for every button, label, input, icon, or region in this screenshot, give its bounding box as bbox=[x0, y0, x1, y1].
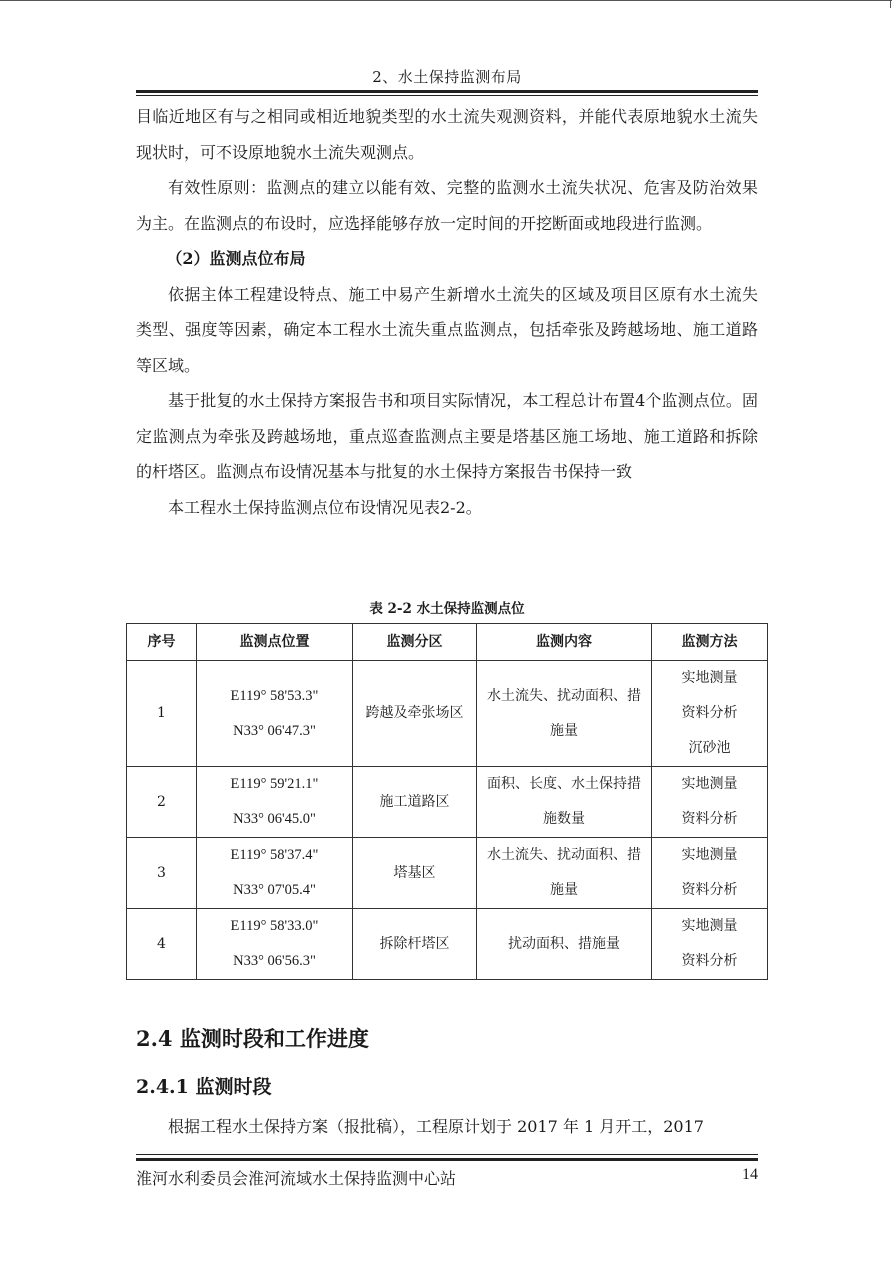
footer-organization: 淮河水利委员会淮河流域水土保持监测中心站 bbox=[136, 1169, 457, 1188]
coord-e: E119° 59'21.1" bbox=[230, 776, 319, 792]
col-header-location: 监测点位置 bbox=[197, 624, 353, 661]
cell-method bbox=[652, 838, 768, 909]
cell-no: 2 bbox=[127, 767, 197, 838]
paragraph-monitoring-period: 根据工程水土保持方案（报批稿），工程原计划于 2017 年 1 月开工，2017 bbox=[168, 1117, 704, 1136]
cell-method bbox=[652, 661, 768, 767]
cell-content: 扰动面积、措施量 bbox=[477, 909, 652, 980]
method-item: 资料分析 bbox=[681, 811, 738, 827]
page-number: 14 bbox=[742, 1166, 758, 1183]
method-item: 资料分析 bbox=[681, 705, 738, 721]
cell-zone: 拆除杆塔区 bbox=[353, 909, 477, 980]
cell-content: 水土流失、扰动面积、措施量 bbox=[477, 661, 652, 767]
col-header-content: 监测内容 bbox=[477, 624, 652, 661]
method-item: 实地测量 bbox=[681, 847, 738, 863]
col-header-zone: 监测分区 bbox=[353, 624, 477, 661]
body-text-bottom bbox=[136, 1109, 758, 1145]
method-item: 沉砂池 bbox=[688, 740, 731, 756]
page-edge-top bbox=[0, 0, 892, 1]
cell-content: 面积、长度、水土保持措施数量 bbox=[477, 767, 652, 838]
method-item: 实地测量 bbox=[681, 670, 738, 686]
monitoring-points-table bbox=[126, 623, 768, 980]
coord-n: N33° 06'47.3" bbox=[233, 722, 316, 739]
paragraph-table-ref: 本工程水土保持监测点位布设情况见表2-2。 bbox=[168, 497, 482, 517]
method-item: 资料分析 bbox=[681, 953, 738, 969]
coord-n: N33° 06'56.3" bbox=[233, 953, 316, 969]
cell-location bbox=[197, 838, 353, 909]
coord-e: E119° 58'53.3" bbox=[230, 687, 319, 704]
cell-no: 1 bbox=[127, 661, 197, 767]
coord-n: N33° 06'45.0" bbox=[233, 811, 316, 827]
header-rule-thin bbox=[136, 95, 758, 96]
cell-location bbox=[197, 909, 353, 980]
section-heading-2-4-1: 2.4.1 监测时段 bbox=[136, 1076, 272, 1098]
cell-content: 水土流失、扰动面积、措施量 bbox=[477, 838, 652, 909]
paragraph-continued: 目临近地区有与之相同或相近地貌类型的水土流失观测资料，并能代表原地貌水土流失现状时，可不设原地貌水土流失观测点。 bbox=[136, 107, 758, 162]
table-row bbox=[127, 838, 768, 909]
footer-rule-thin bbox=[136, 1154, 758, 1155]
paragraph-effectiveness: 有效性原则：监测点的建立以能有效、完整的监测水土流失状况、危害及防治效果为主。在监测点的布设时，应选择能够存放一定时间的开挖断面或地段进行监测。 bbox=[136, 178, 758, 233]
cell-method bbox=[652, 767, 768, 838]
cell-location bbox=[197, 767, 353, 838]
method-item: 资料分析 bbox=[681, 882, 738, 898]
table-row bbox=[127, 661, 768, 767]
paragraph-basis: 依据主体工程建设特点、施工中易产生新增水土流失的区域及项目区原有水土流失类型、强度等因素，确定本工程水土流失重点监测点，包括牵张及跨越场地、施工道路等区域。 bbox=[136, 284, 758, 375]
cell-location bbox=[197, 661, 353, 767]
method-item: 实地测量 bbox=[681, 918, 738, 934]
running-header: 2、水土保持监测布局 bbox=[372, 68, 522, 86]
subheading-point-layout: （2）监测点位布局 bbox=[166, 249, 306, 268]
table-row bbox=[127, 909, 768, 980]
cell-zone: 跨越及牵张场区 bbox=[353, 661, 477, 767]
table-header-row bbox=[127, 624, 768, 661]
cell-method bbox=[652, 909, 768, 980]
page-edge-right bbox=[890, 0, 891, 8]
col-header-method: 监测方法 bbox=[652, 624, 768, 661]
cell-zone: 塔基区 bbox=[353, 838, 477, 909]
table-caption: 表 2-2 水土保持监测点位 bbox=[369, 601, 525, 617]
coord-e: E119° 58'37.4" bbox=[230, 847, 319, 863]
col-header-no: 序号 bbox=[127, 624, 197, 661]
cell-zone: 施工道路区 bbox=[353, 767, 477, 838]
table-row bbox=[127, 767, 768, 838]
coord-e: E119° 58'33.0" bbox=[230, 918, 319, 934]
coord-n: N33° 07'05.4" bbox=[233, 882, 316, 898]
method-item: 实地测量 bbox=[681, 776, 738, 792]
header-rule-thick bbox=[136, 90, 758, 93]
cell-no: 3 bbox=[127, 838, 197, 909]
paragraph-approved-plan: 基于批复的水土保持方案报告书和项目实际情况，本工程总计布置4个监测点位。固定监测点为牵张及跨越场地，重点巡查监测点主要是塔基区施工场地、施工道路和拆除的杆塔区。监测点布设情况基本与批复的水土保持方案报告书保持一致 bbox=[136, 391, 758, 481]
section-heading-2-4: 2.4 监测时段和工作进度 bbox=[136, 1026, 369, 1051]
cell-no: 4 bbox=[127, 909, 197, 980]
body-text-top bbox=[136, 99, 758, 525]
footer-rule-thick bbox=[136, 1158, 758, 1161]
